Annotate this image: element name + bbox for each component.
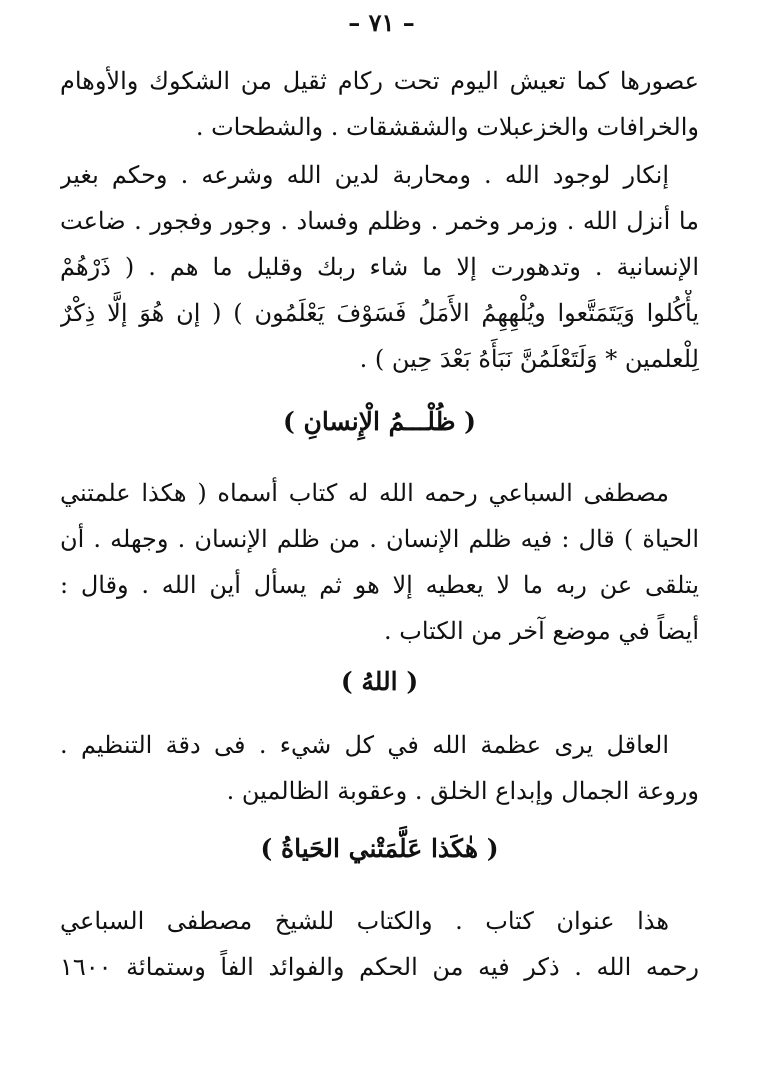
- paragraph-denial: [60, 152, 699, 382]
- text-line: هذا عنوان كتاب . والكتاب للشيخ مصطفى السباعي: [60, 907, 669, 935]
- text-line: إنكار لوجود الله . ومحاربة لدين الله وشرعه . وحكم بغير: [60, 161, 669, 189]
- text-line: أيضاً في موضع آخر من الكتاب .: [383, 617, 699, 645]
- text-line: ما أنزل الله . وزمر وخمر . وظلم وفساد . وجور وفجور . ضاعت: [60, 207, 699, 235]
- text-line: يأْكُلوا وَيَتَمَتَّعوا ويُلْهِهِمُ الأَمَلُ فَسَوْفَ يَعْلَمُون ) ( إن هُوَ إلَّا ذِكْرٌ: [60, 299, 699, 327]
- paragraph-sibai-book: [60, 470, 699, 654]
- page-number: – ٧١ –: [348, 8, 415, 37]
- section-heading-injustice: ( ظُلْـــمُ الْإِنسانِ ): [283, 407, 476, 436]
- text-line: وروعة الجمال وإبداع الخلق . وعقوبة الظالمين .: [226, 777, 699, 805]
- text-line: الحياة ) قال : فيه ظلم الإنسان . من ظلم الإنسان . وجهله . أن: [60, 525, 699, 553]
- paragraph-doubts: [60, 58, 699, 150]
- paragraph-book-title: [60, 898, 699, 990]
- text-line: لِلْعلمين * وَلَتَعْلَمُنَّ نَبَأَهُ بَعْدَ حِين ) .: [359, 345, 699, 373]
- text-line: رحمه الله . ذكر فيه من الحكم والفوائد الفاً وستمائة ١٦٠٠: [60, 953, 699, 981]
- section-heading-life-taught-me: ( هٰكَذا عَلَّمَتْني الحَياةُ ): [260, 834, 499, 863]
- text-line: الإنسانية . وتدهورت إلا ما شاء ربك وقليل ما هم . ( ذَرْهُمْ: [60, 253, 699, 281]
- text-line: مصطفى السباعي رحمه الله له كتاب أسماه ( هكذا علمتني: [60, 479, 669, 507]
- section-heading-allah: ( اللهُ ): [340, 667, 419, 696]
- text-line: العاقل يرى عظمة الله في كل شيء . فى دقة التنظيم .: [60, 731, 669, 759]
- text-line: عصورها كما تعيش اليوم تحت ركام ثقيل من الشكوك والأوهام: [60, 67, 699, 95]
- paragraph-wise-man: [60, 722, 699, 814]
- text-line: يتلقى عن ربه ما لا يعطيه إلا هو ثم يسأل أين الله . وقال :: [60, 571, 699, 599]
- text-line: والخرافات والخزعبلات والشقشقات . والشطحات .: [195, 113, 699, 141]
